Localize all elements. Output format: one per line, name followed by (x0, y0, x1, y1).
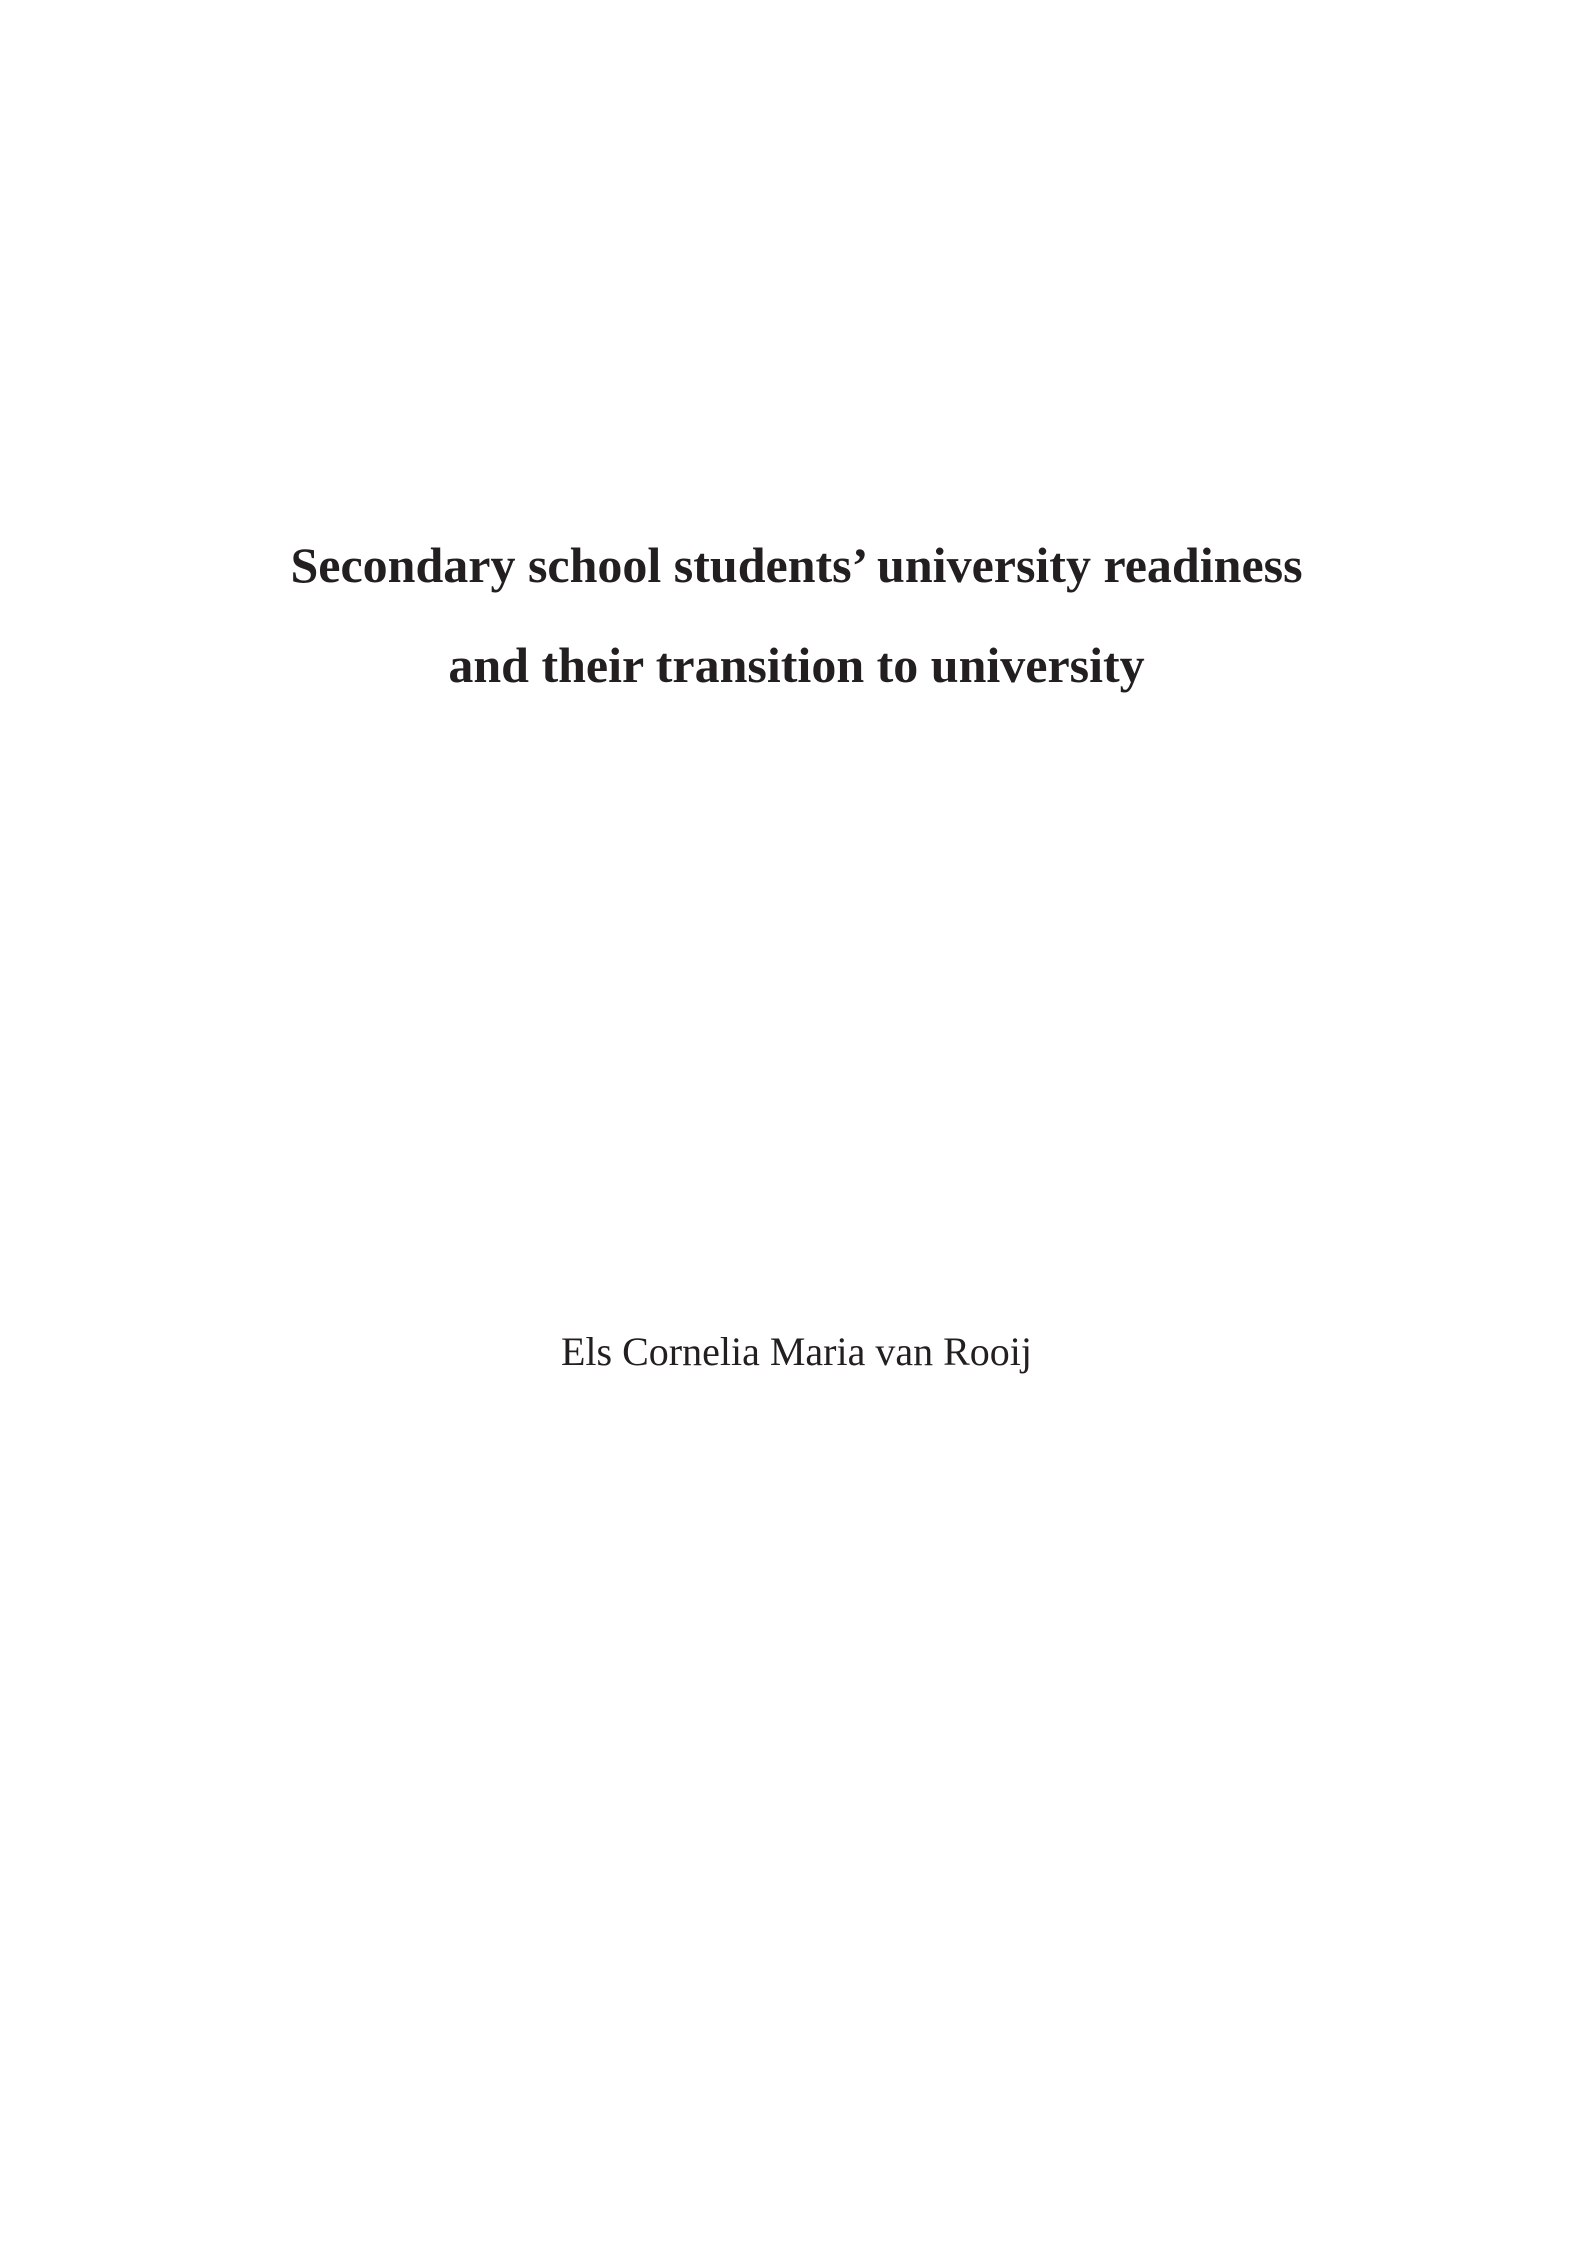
title-line-1: Secondary school students’ university readiness (290, 537, 1303, 593)
document-title (0, 515, 1593, 715)
author-name: Els Cornelia Maria van Rooij (560, 1329, 1032, 1374)
title-line-2: and their transition to university (448, 637, 1145, 693)
